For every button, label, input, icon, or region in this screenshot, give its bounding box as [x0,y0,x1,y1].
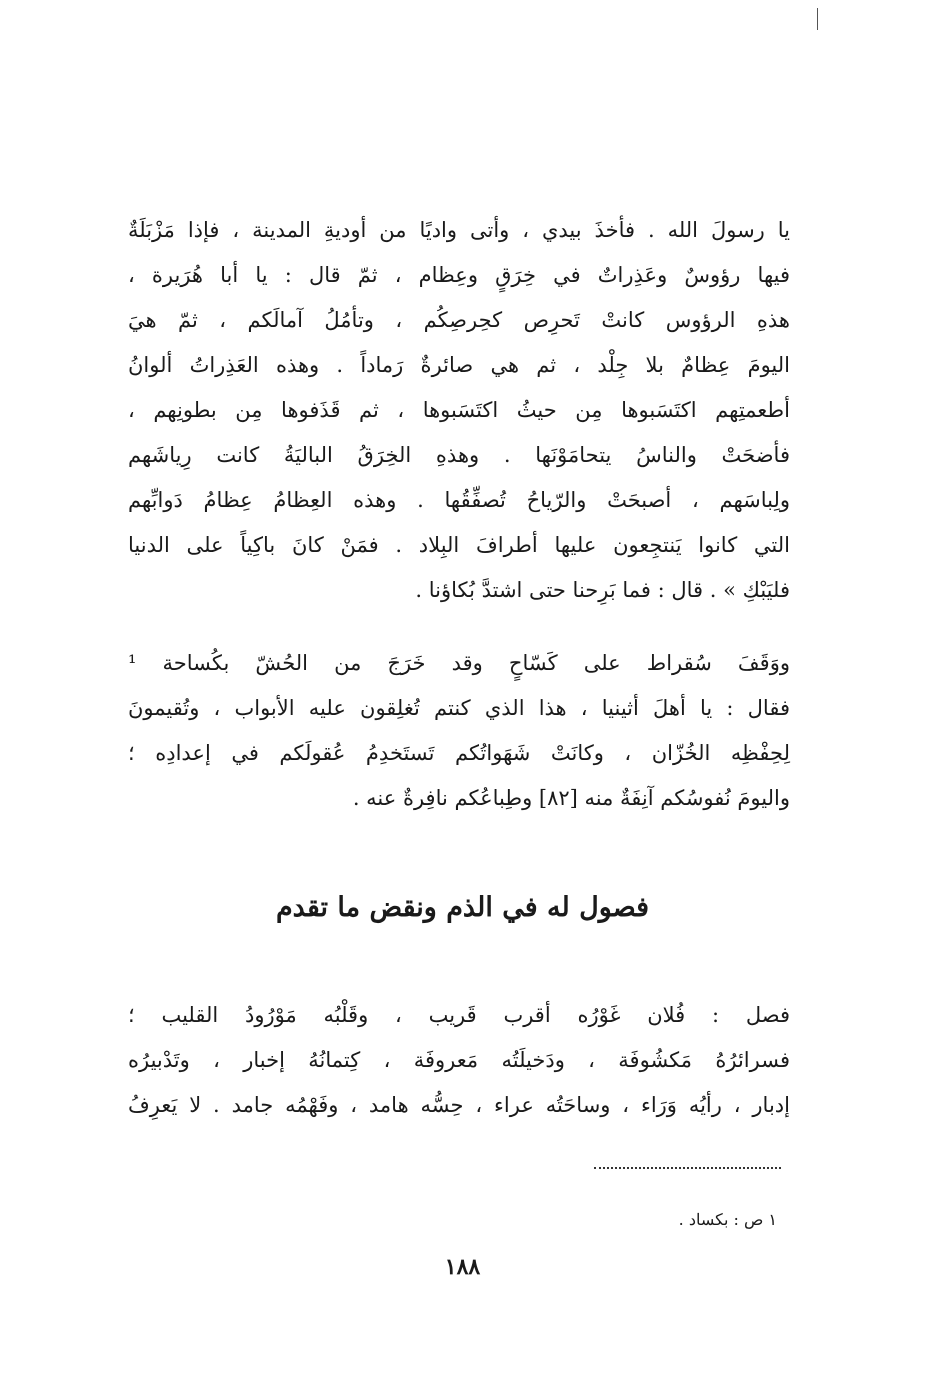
text-line: فليَبْكِ » . قال : فما بَرِحنا حتى اشتدَّ بُكاؤنا . [415,578,790,602]
text-line: هذهِ الرؤوس كانتْ تَحرِص كحِرصِكُم ، وتأمُلُ آمالَكم ، ثمّ هيَ [128,308,790,332]
text-line: فأضحَتْ والناسُ يتحامَوْنَها . وهذهِ الخِرَقُ الباليَةُ كانت رِياشَهم [128,443,790,467]
page-number: ١٨٨ [444,1254,481,1280]
text-line: إدبار ، رأيُه وَرَاء ، وساحَتُه عراء ، حِسُّه هامد ، وفَهْمُه جامد . لا يَعرِفُ [128,1093,790,1117]
text-line: التي كانوا يَنتجِعون عليها أطرافَ البِلاد . فمَنْ كانَ باكِياً على الدنيا [128,533,790,557]
text-line: لِحِفْظِه الخُزّان ، وكانَتْ شَهَواتُكم تَستَخدِمُ عُقولَكم في إعدادِه ؛ [128,741,790,765]
text-line: فصل : فُلان غَوْرُه أقرب قَريب ، وقَلْبُه مَوْرُودُ القليب ؛ [128,1003,790,1027]
text-line: ولِباسَهم ، أصبحَتْ والرّياحُ تُصفِّقُها . وهذه العِظامُ عِظامُ دَوابِّهم [128,488,790,512]
section-heading: فصول له في الذم ونقض ما تقدم [275,892,650,923]
text-line: اليومَ عِظامٌ بلا جِلْد ، ثم هي صائرةٌ رَماداً . وهذه العَذِراتُ ألوانُ [128,353,790,377]
text-line: يا رسولَ الله . فأخذَ بيدي ، وأتى واديًا من أوديةِ المدينة ، فإذا مَزْبَلَةٌ [128,218,790,242]
footnote: ١ ص : بكساد . [678,1210,777,1229]
page-edge-mark [817,8,818,30]
text-line: فيها رؤوسٌ وعَذِراتٌ في خِرَقٍ وعِظام ، ثمّ قال : يا أبا هُرَيرة ، [128,263,790,287]
text-line: واليومَ نُفوسُكم آنِفَةٌ منه [٨٢] وطِباعُكم نافِرةٌ عنه . [352,786,790,810]
text-line: فسرائرُهُ مَكشُوفَة ، ودَخيلَتُه مَعروفَة ، كِتمانُهُ إخبار ، وتَدْبيرُه [128,1048,790,1072]
footnote-separator [594,1167,781,1169]
text-line: ووَقَفَ سُقراط على كَسّاحٍ وقد خَرَجَ من الحُشّ بكُساحة ¹ [128,651,790,675]
text-line: أطعمتِهم اكتَسَبوها مِن حيثُ اكتَسَبوها ، ثم قَذَفوها مِن بطونِهم ، [128,398,790,422]
text-line: فقال : يا أهلَ أثينيا ، هذا الذي كنتم تُغلِقون عليه الأبواب ، وتُقيمونَ [128,696,790,720]
